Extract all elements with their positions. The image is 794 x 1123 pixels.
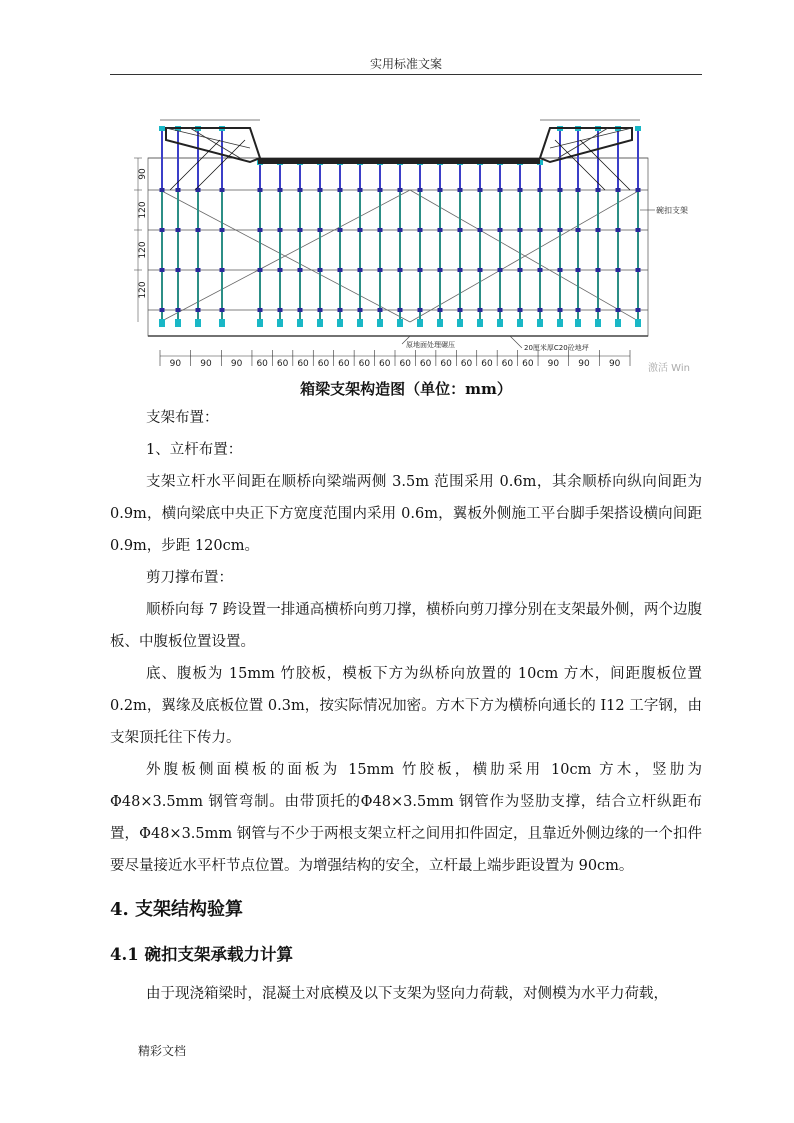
base-jack	[159, 319, 165, 327]
bowl-coupler	[278, 308, 283, 312]
bowl-coupler	[318, 188, 323, 192]
bottom-dimension-label: 60	[338, 359, 350, 369]
diagram-svg	[110, 100, 710, 380]
bowl-coupler	[518, 188, 523, 192]
page-footer: 精彩文档	[138, 1044, 187, 1058]
bowl-coupler	[596, 308, 601, 312]
page-header: 实用标准文案	[369, 57, 442, 71]
bottom-dimension-label: 90	[547, 359, 560, 369]
bowl-coupler	[538, 308, 543, 312]
bowl-coupler	[616, 228, 621, 232]
bowl-coupler	[558, 268, 563, 272]
wing-diagonal	[195, 140, 245, 190]
callout-leader	[510, 336, 522, 348]
bowl-coupler	[558, 188, 563, 192]
base-jack	[615, 319, 621, 327]
bowl-coupler	[518, 228, 523, 232]
bowl-coupler	[478, 268, 483, 272]
bowl-coupler	[576, 268, 581, 272]
bowl-coupler	[498, 308, 503, 312]
bottom-dimension-label: 60	[522, 359, 534, 369]
bowl-coupler	[196, 308, 201, 312]
bowl-coupler	[220, 228, 225, 232]
vertical-dimension-label: 120	[138, 241, 148, 259]
bowl-coupler	[220, 188, 225, 192]
bowl-coupler	[458, 308, 463, 312]
callout-label: 原地面处理碾压	[406, 341, 455, 349]
bottom-dimension-label: 60	[379, 359, 391, 369]
base-jack	[317, 319, 323, 327]
bowl-coupler	[378, 268, 383, 272]
paragraph: 剪刀撑布置：	[146, 570, 233, 586]
bowl-coupler	[358, 228, 363, 232]
base-jack	[477, 319, 483, 327]
bowl-coupler	[418, 228, 423, 232]
bowl-coupler	[220, 268, 225, 272]
bowl-coupler	[438, 308, 443, 312]
bottom-dimension-label: 60	[440, 359, 452, 369]
bowl-coupler	[576, 308, 581, 312]
bowl-coupler	[258, 268, 263, 272]
base-jack	[417, 319, 423, 327]
bowl-coupler	[318, 308, 323, 312]
base-jack	[497, 319, 503, 327]
bowl-coupler	[558, 228, 563, 232]
paragraph: 支架布置：	[146, 410, 219, 426]
bowl-coupler	[398, 268, 403, 272]
bowl-coupler	[518, 268, 523, 272]
base-jack	[337, 319, 343, 327]
base-jack	[437, 319, 443, 327]
left-wing-formwork	[166, 128, 260, 162]
paragraph: 支架立杆水平间距在顺桥向梁端两侧 3.5m 范围采用 0.6m，其余顺桥向纵向间距为 0.9m，横向梁底中央正下方宽度范围内采用 0.6m，翼板外侧施工平台脚手架搭设横向间距 0.9m，步距 120cm。	[110, 474, 702, 554]
bowl-coupler	[378, 228, 383, 232]
bowl-coupler	[636, 268, 641, 272]
bottom-dimension-label: 60	[297, 359, 309, 369]
bowl-coupler	[176, 188, 181, 192]
bottom-dimension-label: 60	[358, 359, 371, 369]
bottom-dimension-label: 60	[399, 359, 411, 369]
bowl-coupler	[478, 188, 483, 192]
bowl-coupler	[298, 188, 303, 192]
bowl-coupler	[358, 188, 363, 192]
base-jack	[297, 319, 303, 327]
bottom-dimension-label: 90	[169, 359, 182, 369]
bottom-dimension-label: 90	[578, 359, 590, 369]
bowl-coupler	[478, 228, 483, 232]
paragraph: 外腹板侧面模板的面板为 15mm 竹胶板，横肋采用 10cm 方木，竖肋为Φ48×3.5mm 钢管弯制。由带顶托的Φ48×3.5mm 钢管作为竖肋支撑，结合立杆纵距布置，Φ48×3.5mm 钢管与不少于两根支架立杆之间用扣件固定，且靠近外侧边缘的一个扣件要尽量接近水平杆节点位置。为增强结构的安全，立杆最上端步距设置为 90cm。	[110, 762, 702, 874]
bowl-coupler	[438, 228, 443, 232]
bottom-dimension-label: 60	[256, 359, 268, 369]
bowl-coupler	[418, 188, 423, 192]
bowl-coupler	[378, 188, 383, 192]
bottom-dimension-label: 60	[317, 359, 330, 369]
paragraph: 底、腹板为 15mm 竹胶板，模板下方为纵桥向放置的 10cm 方木，间距腹板位置 0.2m，翼缘及底板位置 0.3m，按实际情况加密。方木下方为横桥向通长的 I12 工字钢，由支架顶托往下传力。	[110, 666, 702, 746]
bowl-coupler	[278, 228, 283, 232]
bottom-dimension-label: 60	[460, 359, 473, 369]
bowl-coupler	[616, 308, 621, 312]
base-jack	[595, 319, 601, 327]
bowl-coupler	[176, 228, 181, 232]
bowl-coupler	[636, 308, 641, 312]
bowl-coupler	[298, 228, 303, 232]
bowl-coupler	[160, 188, 165, 192]
bowl-coupler	[616, 268, 621, 272]
bowl-coupler	[458, 268, 463, 272]
bowl-coupler	[498, 188, 503, 192]
bowl-coupler	[196, 268, 201, 272]
vertical-dimension-label: 120	[138, 281, 148, 299]
base-jack	[357, 319, 363, 327]
callout-label: 碗扣支架	[656, 206, 688, 215]
bowl-coupler	[616, 188, 621, 192]
bottom-dimension-label: 60	[501, 359, 514, 369]
base-jack	[517, 319, 523, 327]
base-jack	[557, 319, 563, 327]
bottom-dimension-label: 90	[200, 359, 212, 369]
bottom-slab-formwork	[258, 158, 540, 164]
bottom-dimension-label: 60	[419, 359, 432, 369]
bowl-coupler	[338, 188, 343, 192]
bowl-coupler	[398, 228, 403, 232]
watermark-text: 激活 Win	[648, 363, 690, 374]
bowl-coupler	[258, 188, 263, 192]
bottom-dimension-label: 60	[481, 359, 493, 369]
bowl-coupler	[318, 268, 323, 272]
bowl-coupler	[338, 268, 343, 272]
bowl-coupler	[498, 268, 503, 272]
base-jack	[219, 319, 225, 327]
section-heading: 4. 支架结构验算	[110, 899, 244, 920]
body-text	[110, 402, 702, 882]
base-jack	[277, 319, 283, 327]
bowl-coupler	[636, 228, 641, 232]
base-jack	[575, 319, 581, 327]
bowl-coupler	[378, 308, 383, 312]
box-girder-support-diagram	[110, 100, 710, 380]
bowl-coupler	[358, 268, 363, 272]
bowl-coupler	[596, 268, 601, 272]
base-jack	[175, 319, 181, 327]
paragraph: 1、立杆布置：	[146, 442, 243, 458]
bowl-coupler	[538, 268, 543, 272]
bowl-coupler	[318, 228, 323, 232]
bowl-coupler	[298, 308, 303, 312]
top-jack	[635, 126, 641, 131]
bowl-coupler	[558, 308, 563, 312]
bowl-coupler	[258, 228, 263, 232]
bowl-coupler	[498, 228, 503, 232]
paragraph: 由于现浇箱梁时，混凝土对底模及以下支架为竖向力荷载，对侧模为水平力荷载，	[146, 986, 668, 1002]
callout-label: 20厘米厚C20砼地坪	[524, 344, 589, 352]
subsection-heading: 4.1 碗扣支架承载力计算	[110, 945, 293, 964]
body-text-continued	[110, 978, 702, 1010]
base-jack	[457, 319, 463, 327]
base-jack	[537, 319, 543, 327]
bowl-coupler	[160, 228, 165, 232]
vertical-dimension-label: 120	[138, 201, 148, 219]
bowl-coupler	[418, 268, 423, 272]
bowl-coupler	[398, 188, 403, 192]
base-jack	[397, 319, 403, 327]
bowl-coupler	[196, 228, 201, 232]
bowl-coupler	[576, 228, 581, 232]
bowl-coupler	[418, 308, 423, 312]
base-jack	[257, 319, 263, 327]
paragraph: 顺桥向每 7 跨设置一排通高横桥向剪刀撑，横桥向剪刀撑分别在支架最外侧，两个边腹板、中腹板位置设置。	[110, 602, 702, 650]
bowl-coupler	[538, 188, 543, 192]
figure-caption: 箱梁支架构造图（单位：mm）	[300, 380, 512, 398]
bowl-coupler	[338, 308, 343, 312]
bowl-coupler	[636, 188, 641, 192]
bowl-coupler	[538, 228, 543, 232]
bowl-coupler	[458, 228, 463, 232]
base-jack	[377, 319, 383, 327]
bowl-coupler	[160, 308, 165, 312]
bowl-coupler	[176, 308, 181, 312]
bowl-coupler	[338, 228, 343, 232]
bowl-coupler	[458, 188, 463, 192]
bottom-dimension-label: 90	[230, 359, 243, 369]
bottom-dimension-label: 60	[276, 359, 289, 369]
bottom-dimension-label: 90	[608, 359, 621, 369]
bowl-coupler	[596, 188, 601, 192]
bowl-coupler	[176, 268, 181, 272]
bowl-coupler	[438, 268, 443, 272]
bowl-coupler	[298, 268, 303, 272]
bowl-coupler	[438, 188, 443, 192]
bowl-coupler	[258, 308, 263, 312]
bowl-coupler	[278, 268, 283, 272]
bowl-coupler	[358, 308, 363, 312]
header-divider	[110, 74, 702, 75]
bowl-coupler	[596, 228, 601, 232]
bowl-coupler	[398, 308, 403, 312]
bowl-coupler	[220, 308, 225, 312]
bowl-coupler	[160, 268, 165, 272]
bowl-coupler	[518, 308, 523, 312]
bowl-coupler	[478, 308, 483, 312]
base-jack	[635, 319, 641, 327]
vertical-dimension-label: 90	[138, 168, 148, 180]
bowl-coupler	[278, 188, 283, 192]
top-jack	[159, 126, 165, 131]
base-jack	[195, 319, 201, 327]
bowl-coupler	[576, 188, 581, 192]
